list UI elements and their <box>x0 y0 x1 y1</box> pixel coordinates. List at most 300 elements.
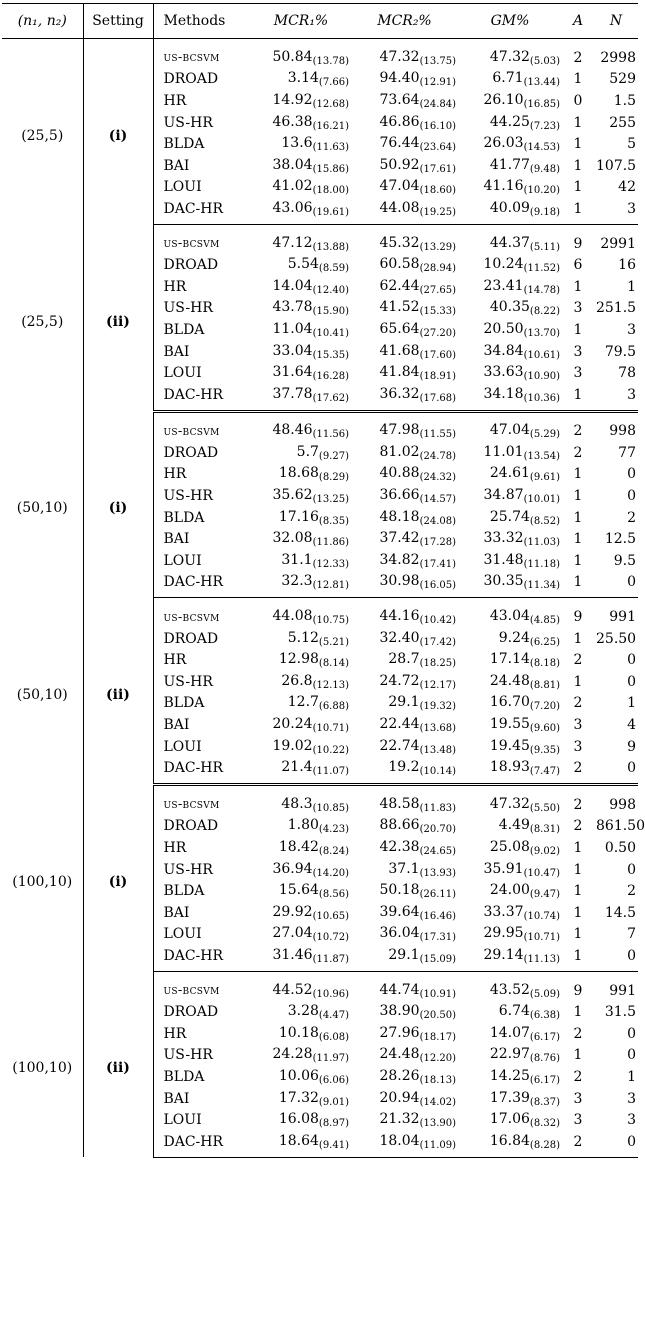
mcr2-cell: $44.08_{(19.25)}$ <box>351 198 458 224</box>
mcr1-cell: $10.18_{(6.08)}$ <box>278 1024 349 1043</box>
header-setting: Setting <box>83 4 153 39</box>
sample-size-cell: (50,10) <box>2 411 83 598</box>
table-row <box>2 411 638 442</box>
a-cell: 2 <box>573 818 583 835</box>
method-cell: BAI <box>163 343 190 360</box>
mcr2-cell: $48.58_{(11.83)}$ <box>379 795 456 814</box>
mcr2-cell: $48.18_{(24.08)}$ <box>379 508 456 527</box>
mcr2-cell: $45.32_{(13.29)}$ <box>379 234 456 253</box>
gm-cell: $43.52_{(5.09)}$ <box>489 981 560 1000</box>
n-cell: 3 <box>627 1090 636 1107</box>
gm-cell: $14.25_{(6.17)}$ <box>489 1067 560 1086</box>
mcr1-cell: $38.04_{(15.86)}$ <box>272 156 349 175</box>
a-cell: 9 <box>573 235 583 252</box>
gm-cell: $17.39_{(8.37)}$ <box>489 1089 560 1108</box>
method-cell: DROAD <box>163 71 219 88</box>
mcr2-cell: $47.98_{(11.55)}$ <box>379 422 456 441</box>
gm-cell: $31.48_{(11.18)}$ <box>483 551 560 570</box>
gm-cell: $29.14_{(11.13)}$ <box>458 945 562 971</box>
n-cell: 77 <box>618 444 636 461</box>
mcr1-cell: $50.84_{(13.78)}$ <box>272 48 349 67</box>
mcr1-cell: $44.52_{(10.96)}$ <box>272 981 349 1000</box>
gm-cell: $17.06_{(8.32)}$ <box>489 1111 560 1130</box>
mcr2-cell: $44.16_{(10.42)}$ <box>379 608 456 627</box>
n-cell: 1 <box>627 278 636 295</box>
a-cell: 1 <box>573 926 583 943</box>
n-cell: 0 <box>627 1047 636 1064</box>
a-cell: 1 <box>562 384 594 411</box>
n-cell: 14.5 <box>604 904 636 921</box>
gm-cell: $41.16_{(10.20)}$ <box>483 178 560 197</box>
mcr1-cell: $29.92_{(10.65)}$ <box>272 903 349 922</box>
gm-cell: $30.35_{(11.34)}$ <box>458 572 562 598</box>
gm-cell: $43.04_{(4.85)}$ <box>489 608 560 627</box>
mcr1-cell: $15.64_{(8.56)}$ <box>278 882 349 901</box>
n-cell: 3 <box>627 1112 636 1129</box>
header-gm: GM% <box>458 4 562 39</box>
method-cell: US-HR <box>163 861 213 878</box>
a-cell: 3 <box>573 1112 583 1129</box>
mcr1-cell: $5.7_{(9.27)}$ <box>296 443 349 462</box>
mcr2-cell: $65.64_{(27.20)}$ <box>379 320 456 339</box>
gm-cell: $11.01_{(13.54)}$ <box>483 443 560 462</box>
gm-cell: $40.35_{(8.22)}$ <box>489 299 560 318</box>
mcr2-cell: $37.42_{(17.28)}$ <box>379 530 456 549</box>
mcr2-cell: $20.94_{(14.02)}$ <box>379 1089 456 1108</box>
n-cell: 42 <box>618 179 636 196</box>
a-cell: 2 <box>562 1131 594 1157</box>
method-cell: LOUI <box>163 1112 202 1129</box>
mcr1-cell: $16.08_{(8.97)}$ <box>278 1111 349 1130</box>
mcr2-cell: $36.04_{(17.31)}$ <box>379 925 456 944</box>
sample-size-cell: (25,5) <box>2 39 83 225</box>
a-cell: 6 <box>573 257 583 274</box>
header-mcr1: MCR₁% <box>251 4 351 39</box>
mcr2-cell: $88.66_{(20.70)}$ <box>379 817 456 836</box>
a-cell: 1 <box>573 488 583 505</box>
gm-cell: $25.74_{(8.52)}$ <box>489 508 560 527</box>
mcr2-cell: $94.40_{(12.91)}$ <box>379 70 456 89</box>
mcr1-cell: $46.38_{(16.21)}$ <box>272 113 349 132</box>
mcr1-cell: $36.94_{(14.20)}$ <box>272 860 349 879</box>
gm-cell: $34.18_{(10.36)}$ <box>458 384 562 411</box>
gm-cell: $9.24_{(6.25)}$ <box>498 629 560 648</box>
mcr1-cell: $21.4_{(11.07)}$ <box>251 757 351 784</box>
gm-cell: $44.25_{(7.23)}$ <box>489 113 560 132</box>
method-cell: us-bcsvm <box>163 236 220 252</box>
n-cell: 2 <box>627 883 636 900</box>
mcr1-cell: $18.68_{(8.29)}$ <box>278 465 349 484</box>
setting-cell: (ii) <box>83 598 153 785</box>
n-cell: 9.5 <box>613 552 636 569</box>
table-row <box>2 39 638 69</box>
n-cell: 7 <box>627 926 636 943</box>
method-cell: DAC-HR <box>153 1131 251 1157</box>
gm-cell: $19.45_{(9.35)}$ <box>489 737 560 756</box>
a-cell: 2 <box>573 444 583 461</box>
mcr2-cell: $27.96_{(18.17)}$ <box>379 1024 456 1043</box>
method-cell: DAC-HR <box>153 945 251 971</box>
method-cell: LOUI <box>163 552 202 569</box>
setting-cell: (i) <box>83 411 153 598</box>
gm-cell: $10.24_{(11.52)}$ <box>483 256 560 275</box>
mcr2-cell: $40.88_{(24.32)}$ <box>379 465 456 484</box>
gm-cell: $6.74_{(6.38)}$ <box>498 1003 560 1022</box>
a-cell: 3 <box>573 343 583 360</box>
n-cell: 0 <box>594 1131 638 1157</box>
gm-cell: $16.70_{(7.20)}$ <box>489 694 560 713</box>
mcr1-cell: $12.7_{(6.88)}$ <box>287 694 349 713</box>
a-cell: 1 <box>573 1047 583 1064</box>
mcr1-cell: $14.04_{(12.40)}$ <box>272 277 349 296</box>
a-cell: 2 <box>573 49 583 66</box>
method-cell: US-HR <box>163 300 213 317</box>
a-cell: 2 <box>573 1025 583 1042</box>
mcr1-cell: $27.04_{(10.72)}$ <box>272 925 349 944</box>
method-cell: BLDA <box>163 1068 205 1085</box>
gm-cell: $41.77_{(9.48)}$ <box>489 156 560 175</box>
method-cell: LOUI <box>163 179 202 196</box>
mcr1-cell: $32.3_{(12.81)}$ <box>251 572 351 598</box>
method-cell: BAI <box>163 157 190 174</box>
sample-size-cell: (100,10) <box>2 785 83 972</box>
mcr1-cell: $20.24_{(10.71)}$ <box>272 716 349 735</box>
mcr2-cell: $50.18_{(26.11)}$ <box>379 882 456 901</box>
method-cell: DAC-HR <box>153 572 251 598</box>
n-cell: 991 <box>609 982 636 999</box>
n-cell: 3 <box>594 198 638 224</box>
mcr1-cell: $26.8_{(12.13)}$ <box>281 672 349 691</box>
a-cell: 1 <box>573 136 583 153</box>
mcr1-cell: $12.98_{(8.14)}$ <box>278 651 349 670</box>
gm-cell: $18.93_{(7.47)}$ <box>458 757 562 784</box>
n-cell: 0 <box>594 757 638 784</box>
gm-cell: $22.97_{(8.76)}$ <box>489 1046 560 1065</box>
a-cell: 1 <box>573 531 583 548</box>
gm-cell: $24.48_{(8.81)}$ <box>489 672 560 691</box>
method-cell: DAC-HR <box>153 384 251 411</box>
a-cell: 3 <box>573 1090 583 1107</box>
a-cell: 1 <box>573 673 583 690</box>
method-cell: DAC-HR <box>153 757 251 784</box>
mcr2-cell: $41.68_{(17.60)}$ <box>379 342 456 361</box>
mcr1-cell: $43.78_{(15.90)}$ <box>272 299 349 318</box>
mcr2-cell: $47.04_{(18.60)}$ <box>379 178 456 197</box>
mcr1-cell: $41.02_{(18.00)}$ <box>272 178 349 197</box>
table-row <box>2 598 638 628</box>
gm-cell: $24.00_{(9.47)}$ <box>489 882 560 901</box>
n-cell: 107.5 <box>596 157 637 174</box>
method-cell: HR <box>163 1025 187 1042</box>
mcr2-cell: $37.1_{(13.93)}$ <box>388 860 456 879</box>
a-cell: 1 <box>573 1004 583 1021</box>
method-cell: HR <box>163 466 187 483</box>
a-cell: 1 <box>573 552 583 569</box>
gm-cell: $47.32_{(5.50)}$ <box>489 795 560 814</box>
a-cell: 2 <box>573 423 583 440</box>
a-cell: 3 <box>573 365 583 382</box>
gm-cell: $34.84_{(10.61)}$ <box>483 342 560 361</box>
a-cell: 1 <box>573 466 583 483</box>
method-cell: BAI <box>163 904 190 921</box>
a-cell: 2 <box>562 757 594 784</box>
a-cell: 1 <box>573 839 583 856</box>
mcr1-cell: $14.92_{(12.68)}$ <box>272 91 349 110</box>
gm-cell: $34.87_{(10.01)}$ <box>483 487 560 506</box>
method-cell: DROAD <box>163 1004 219 1021</box>
n-cell: 2 <box>627 509 636 526</box>
n-cell: 0 <box>627 861 636 878</box>
mcr2-cell: $73.64_{(24.84)}$ <box>379 91 456 110</box>
n-cell: 0 <box>627 466 636 483</box>
a-cell: 1 <box>573 861 583 878</box>
method-cell: HR <box>163 92 187 109</box>
method-cell: BAI <box>163 717 190 734</box>
a-cell: 2 <box>573 796 583 813</box>
method-cell: LOUI <box>163 365 202 382</box>
mcr2-cell: $21.32_{(13.90)}$ <box>379 1111 456 1130</box>
method-cell: DAC-HR <box>153 198 251 224</box>
n-cell: 78 <box>618 365 636 382</box>
a-cell: 1 <box>573 630 583 647</box>
header-n: N <box>594 4 638 39</box>
method-cell: BLDA <box>163 136 205 153</box>
mcr2-cell: $22.44_{(13.68)}$ <box>379 716 456 735</box>
gm-cell: $47.04_{(5.29)}$ <box>489 422 560 441</box>
a-cell: 1 <box>562 945 594 971</box>
gm-cell: $44.37_{(5.11)}$ <box>489 234 560 253</box>
a-cell: 1 <box>573 904 583 921</box>
mcr2-cell: $30.98_{(16.05)}$ <box>351 572 458 598</box>
a-cell: 1 <box>573 321 583 338</box>
n-cell: 2998 <box>600 49 636 66</box>
mcr1-cell: $43.06_{(19.61)}$ <box>251 198 351 224</box>
mcr2-cell: $36.66_{(14.57)}$ <box>379 487 456 506</box>
mcr2-cell: $22.74_{(13.48)}$ <box>379 737 456 756</box>
a-cell: 3 <box>573 300 583 317</box>
gm-cell: $6.71_{(13.44)}$ <box>492 70 560 89</box>
mcr1-cell: $33.04_{(15.35)}$ <box>272 342 349 361</box>
mcr2-cell: $41.84_{(18.91)}$ <box>379 364 456 383</box>
n-cell: 16 <box>618 257 636 274</box>
n-cell: 861.50 <box>596 818 645 835</box>
gm-cell: $23.41_{(14.78)}$ <box>483 277 560 296</box>
gm-cell: $20.50_{(13.70)}$ <box>483 320 560 339</box>
mcr1-cell: $17.32_{(9.01)}$ <box>278 1089 349 1108</box>
a-cell: 1 <box>573 114 583 131</box>
n-cell: 1 <box>627 1068 636 1085</box>
mcr1-cell: $18.42_{(8.24)}$ <box>278 838 349 857</box>
mcr2-cell: $47.32_{(13.75)}$ <box>379 48 456 67</box>
a-cell: 2 <box>573 1068 583 1085</box>
mcr2-cell: $29.1_{(19.32)}$ <box>388 694 456 713</box>
method-cell: US-HR <box>163 114 213 131</box>
mcr2-cell: $81.02_{(24.78)}$ <box>379 443 456 462</box>
gm-cell: $33.32_{(11.03)}$ <box>483 530 560 549</box>
header-methods: Methods <box>153 4 251 39</box>
mcr1-cell: $10.06_{(6.06)}$ <box>278 1067 349 1086</box>
method-cell: BLDA <box>163 509 205 526</box>
mcr2-cell: $24.48_{(12.20)}$ <box>379 1046 456 1065</box>
mcr2-cell: $24.72_{(12.17)}$ <box>379 672 456 691</box>
method-cell: LOUI <box>163 926 202 943</box>
mcr2-cell: $18.04_{(11.09)}$ <box>351 1131 458 1157</box>
mcr1-cell: $5.12_{(5.21)}$ <box>287 629 349 648</box>
n-cell: 0 <box>627 652 636 669</box>
mcr1-cell: $31.1_{(12.33)}$ <box>281 551 349 570</box>
n-cell: 0 <box>627 1025 636 1042</box>
mcr2-cell: $60.58_{(28.94)}$ <box>379 256 456 275</box>
header-a: A <box>562 4 594 39</box>
gm-cell: $4.49_{(8.31)}$ <box>498 817 560 836</box>
mcr2-cell: $46.86_{(16.10)}$ <box>379 113 456 132</box>
gm-cell: $16.84_{(8.28)}$ <box>458 1131 562 1157</box>
method-cell: US-HR <box>163 673 213 690</box>
mcr2-cell: $50.92_{(17.61)}$ <box>379 156 456 175</box>
n-cell: 1 <box>627 695 636 712</box>
gm-cell: $29.95_{(10.71)}$ <box>483 925 560 944</box>
a-cell: 1 <box>573 179 583 196</box>
mcr1-cell: $32.08_{(11.86)}$ <box>272 530 349 549</box>
a-cell: 1 <box>562 198 594 224</box>
n-cell: 25.50 <box>596 630 637 647</box>
method-cell: HR <box>163 652 187 669</box>
method-cell: BLDA <box>163 883 205 900</box>
method-cell: HR <box>163 278 187 295</box>
a-cell: 3 <box>573 717 583 734</box>
a-cell: 1 <box>573 509 583 526</box>
mcr2-cell: $44.74_{(10.91)}$ <box>379 981 456 1000</box>
n-cell: 3 <box>594 384 638 411</box>
header-row <box>2 4 638 39</box>
mcr2-cell: $19.2_{(10.14)}$ <box>351 757 458 784</box>
n-cell: 998 <box>609 796 636 813</box>
setting-cell: (i) <box>83 785 153 972</box>
method-cell: DROAD <box>163 444 219 461</box>
n-cell: 0.50 <box>604 839 636 856</box>
mcr1-cell: $5.54_{(8.59)}$ <box>287 256 349 275</box>
results-table <box>2 3 645 1158</box>
mcr2-cell: $32.40_{(17.42)}$ <box>379 629 456 648</box>
method-cell: us-bcsvm <box>163 797 220 813</box>
mcr1-cell: $11.04_{(10.41)}$ <box>272 320 349 339</box>
method-cell: us-bcsvm <box>163 983 220 999</box>
mcr1-cell: $48.3_{(10.85)}$ <box>281 795 349 814</box>
method-cell: us-bcsvm <box>163 609 220 625</box>
setting-cell: (ii) <box>83 224 153 411</box>
n-cell: 255 <box>609 114 636 131</box>
n-cell: 0 <box>594 572 638 598</box>
n-cell: 0 <box>627 673 636 690</box>
mcr2-cell: $41.52_{(15.33)}$ <box>379 299 456 318</box>
gm-cell: $25.08_{(9.02)}$ <box>489 838 560 857</box>
mcr1-cell: $1.80_{(4.23)}$ <box>287 817 349 836</box>
header-sample-size: (n₁, n₂) <box>2 4 83 39</box>
mcr1-cell: $31.64_{(16.28)}$ <box>272 364 349 383</box>
method-cell: US-HR <box>163 488 213 505</box>
header-mcr2: MCR₂% <box>351 4 458 39</box>
gm-cell: $35.91_{(10.47)}$ <box>483 860 560 879</box>
mcr1-cell: $3.14_{(7.66)}$ <box>287 70 349 89</box>
mcr1-cell: $35.62_{(13.25)}$ <box>272 487 349 506</box>
method-cell: BLDA <box>163 695 205 712</box>
mcr1-cell: $47.12_{(13.88)}$ <box>272 234 349 253</box>
gm-cell: $40.09_{(9.18)}$ <box>458 198 562 224</box>
n-cell: 1.5 <box>613 92 636 109</box>
sample-size-cell: (25,5) <box>2 224 83 411</box>
n-cell: 529 <box>609 71 636 88</box>
a-cell: 1 <box>573 883 583 900</box>
mcr1-cell: $3.28_{(4.47)}$ <box>287 1003 349 1022</box>
table-row <box>2 785 638 816</box>
n-cell: 991 <box>609 609 636 626</box>
mcr1-cell: $48.46_{(11.56)}$ <box>272 422 349 441</box>
n-cell: 9 <box>627 738 636 755</box>
gm-cell: $26.10_{(16.85)}$ <box>483 91 560 110</box>
gm-cell: $19.55_{(9.60)}$ <box>489 716 560 735</box>
method-cell: BAI <box>163 531 190 548</box>
n-cell: 3 <box>627 321 636 338</box>
method-cell: LOUI <box>163 738 202 755</box>
a-cell: 9 <box>573 609 583 626</box>
a-cell: 2 <box>573 695 583 712</box>
method-cell: us-bcsvm <box>163 423 220 439</box>
gm-cell: $33.63_{(10.90)}$ <box>483 364 560 383</box>
sample-size-cell: (50,10) <box>2 598 83 785</box>
mcr2-cell: $29.1_{(15.09)}$ <box>351 945 458 971</box>
n-cell: 31.5 <box>604 1004 636 1021</box>
mcr2-cell: $38.90_{(20.50)}$ <box>379 1003 456 1022</box>
gm-cell: $24.61_{(9.61)}$ <box>489 465 560 484</box>
n-cell: 0 <box>627 488 636 505</box>
a-cell: 1 <box>562 572 594 598</box>
n-cell: 12.5 <box>604 531 636 548</box>
method-cell: us-bcsvm <box>163 50 220 66</box>
a-cell: 3 <box>573 738 583 755</box>
method-cell: DROAD <box>163 630 219 647</box>
setting-cell: (ii) <box>83 971 153 1157</box>
gm-cell: $33.37_{(10.74)}$ <box>483 903 560 922</box>
method-cell: DROAD <box>163 818 219 835</box>
gm-cell: $26.03_{(14.53)}$ <box>483 135 560 154</box>
a-cell: 1 <box>573 71 583 88</box>
n-cell: 4 <box>627 717 636 734</box>
n-cell: 251.5 <box>596 300 637 317</box>
mcr1-cell: $37.78_{(17.62)}$ <box>251 384 351 411</box>
a-cell: 1 <box>573 157 583 174</box>
n-cell: 2991 <box>600 235 636 252</box>
n-cell: 5 <box>627 136 636 153</box>
mcr2-cell: $42.38_{(24.65)}$ <box>379 838 456 857</box>
mcr1-cell: $31.46_{(11.87)}$ <box>251 945 351 971</box>
method-cell: HR <box>163 839 187 856</box>
mcr2-cell: $36.32_{(17.68)}$ <box>351 384 458 411</box>
a-cell: 9 <box>573 982 583 999</box>
n-cell: 79.5 <box>604 343 636 360</box>
method-cell: DROAD <box>163 257 219 274</box>
table-body <box>2 39 645 1158</box>
a-cell: 0 <box>573 92 583 109</box>
table-row <box>2 224 638 254</box>
setting-cell: (i) <box>83 39 153 225</box>
mcr2-cell: $34.82_{(17.41)}$ <box>379 551 456 570</box>
mcr1-cell: $17.16_{(8.35)}$ <box>278 508 349 527</box>
mcr1-cell: $19.02_{(10.22)}$ <box>272 737 349 756</box>
gm-cell: $14.07_{(6.17)}$ <box>489 1024 560 1043</box>
mcr2-cell: $28.26_{(18.13)}$ <box>379 1067 456 1086</box>
a-cell: 2 <box>573 652 583 669</box>
mcr1-cell: $13.6_{(11.63)}$ <box>281 135 349 154</box>
